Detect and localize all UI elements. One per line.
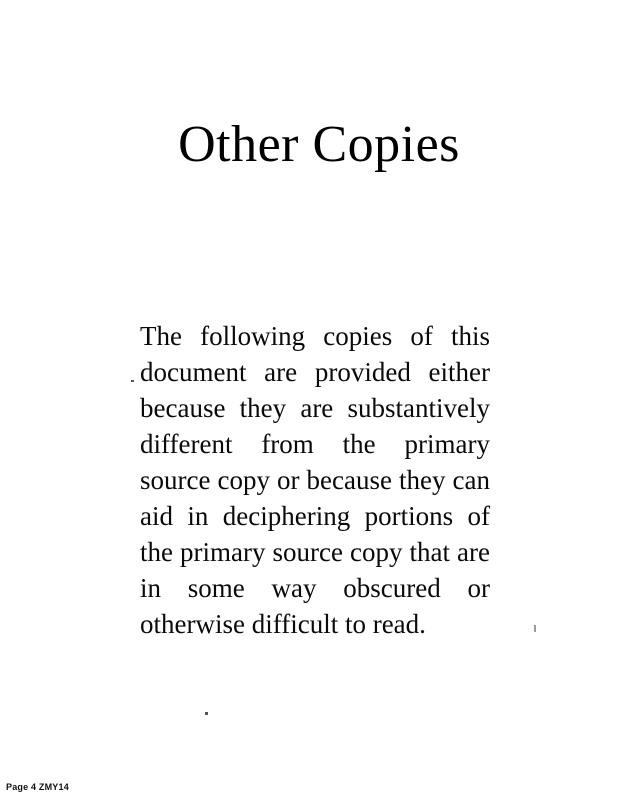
scan-speck — [131, 380, 134, 382]
page-title: Other Copies — [178, 116, 460, 173]
scan-speck — [534, 625, 536, 632]
body-text-block — [140, 318, 490, 642]
body-paragraph: The following copies of this document are provided either because they are substantively different from the primary source copy or because they can aid in deciphering portions of the primary source copy that are in some way obscured or otherwise difficult to read. — [140, 321, 490, 639]
page-footer-label: Page 4 ZMY14 — [6, 782, 69, 792]
scan-speck — [205, 712, 208, 715]
